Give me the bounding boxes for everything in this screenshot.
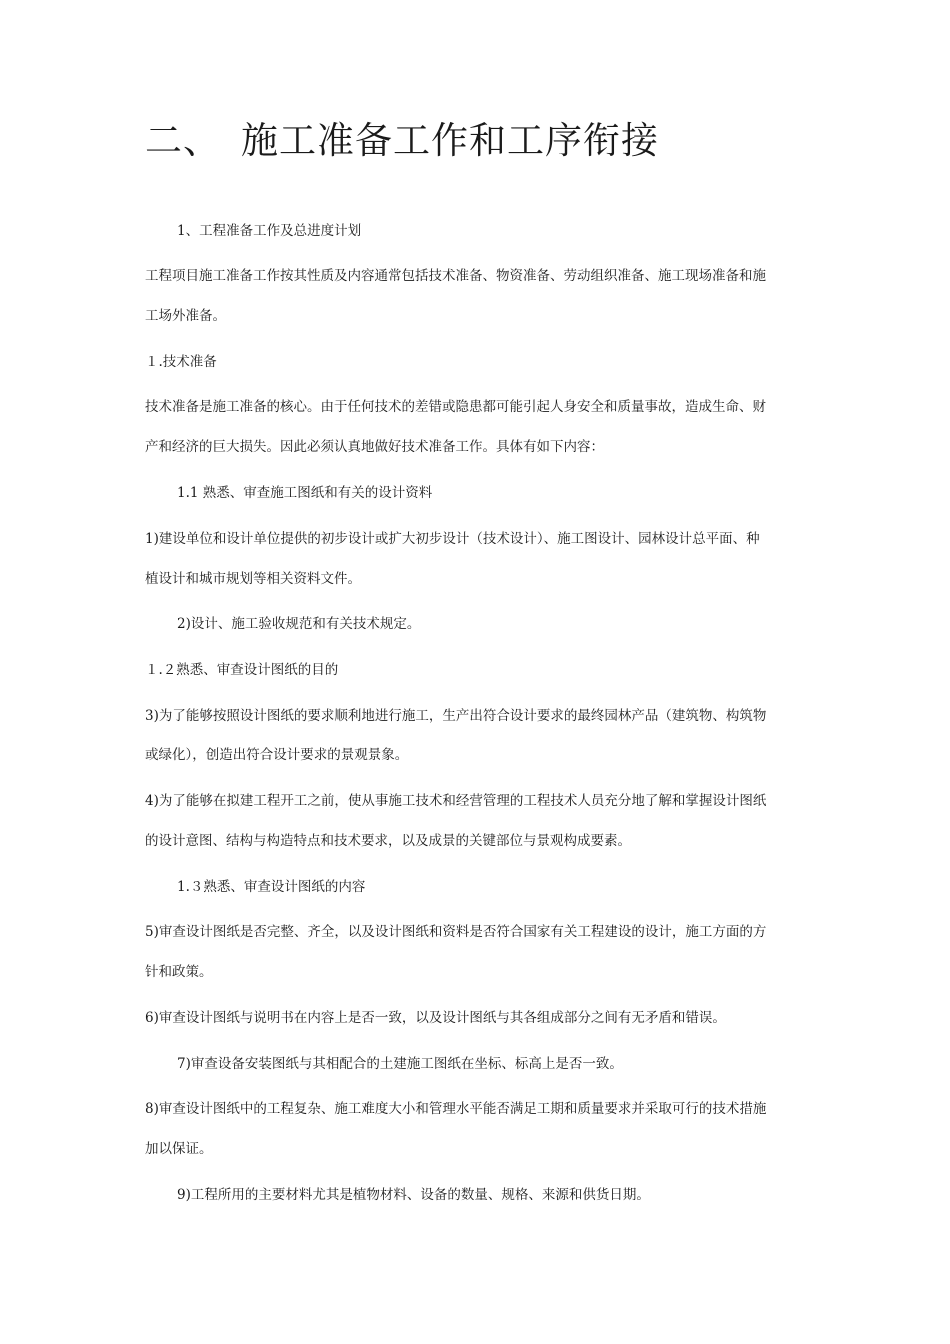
section-title-text: 施工准备工作和工序衔接 — [241, 119, 659, 162]
section-number: 二、 — [145, 119, 221, 162]
list-item-line: 的设计意图、结构与构造特点和技术要求，以及成景的关键部位与景观构成要素。 — [145, 833, 631, 849]
paragraph-line: 产和经济的巨大损失。因此必须认真地做好技术准备工作。具体有如下内容： — [145, 439, 604, 455]
list-item-line: 或绿化），创造出符合设计要求的景观景象。 — [145, 747, 409, 763]
list-item-line: 7)审查设备安装图纸与其相配合的土建施工图纸在坐标、标高上是否一致。 — [177, 1056, 623, 1072]
subheading-engineering-prep: 1、工程准备工作及总进度计划 — [177, 223, 362, 239]
paragraph-line: 工程项目施工准备工作按其性质及内容通常包括技术准备、物资准备、劳动组织准备、施工现场准备和施 — [145, 268, 766, 284]
list-item-line: 9)工程所用的主要材料尤其是植物材料、设备的数量、规格、来源和供货日期。 — [177, 1187, 650, 1203]
list-item-line: 1)建设单位和设计单位提供的初步设计或扩大初步设计（技术设计）、施工图设计、园林设计总平面、种 — [145, 531, 760, 547]
list-item-line: 4)为了能够在拟建工程开工之前，使从事施工技术和经营管理的工程技术人员充分地了解和掌握设计图纸 — [145, 793, 767, 809]
subheading-1-2: １.２熟悉、审查设计图纸的目的 — [145, 662, 339, 678]
list-item-line: 加以保证。 — [145, 1141, 213, 1157]
list-item-line: 8)审查设计图纸中的工程复杂、施工难度大小和管理水平能否满足工期和质量要求并采取可行的技术措施 — [145, 1101, 767, 1117]
paragraph-line: 技术准备是施工准备的核心。由于任何技术的差错或隐患都可能引起人身安全和质量事故，造成生命、财 — [145, 399, 766, 415]
list-item-line: 3)为了能够按照设计图纸的要求顺利地进行施工，生产出符合设计要求的最终园林产品（建筑物、构筑物 — [145, 708, 767, 724]
list-item-line: 植设计和城市规划等相关资料文件。 — [145, 571, 361, 587]
list-item-line: 5)审查设计图纸是否完整、齐全，以及设计图纸和资料是否符合国家有关工程建设的设计，施工方面的方 — [145, 924, 767, 940]
list-item-line: 针和政策。 — [145, 964, 213, 980]
paragraph-line: 工场外准备。 — [145, 308, 226, 324]
list-item-line: 2)设计、施工验收规范和有关技术规定。 — [177, 616, 421, 632]
list-item-line: 6)审查设计图纸与说明书在内容上是否一致，以及设计图纸与其各组成部分之间有无矛盾和错误。 — [145, 1010, 726, 1026]
subheading-1-1: 1.1 熟悉、审查施工图纸和有关的设计资料 — [177, 485, 433, 501]
section-title — [145, 113, 659, 169]
subheading-technical-prep: １.技术准备 — [145, 354, 217, 370]
subheading-1-3: 1.３熟悉、审查设计图纸的内容 — [177, 879, 366, 895]
